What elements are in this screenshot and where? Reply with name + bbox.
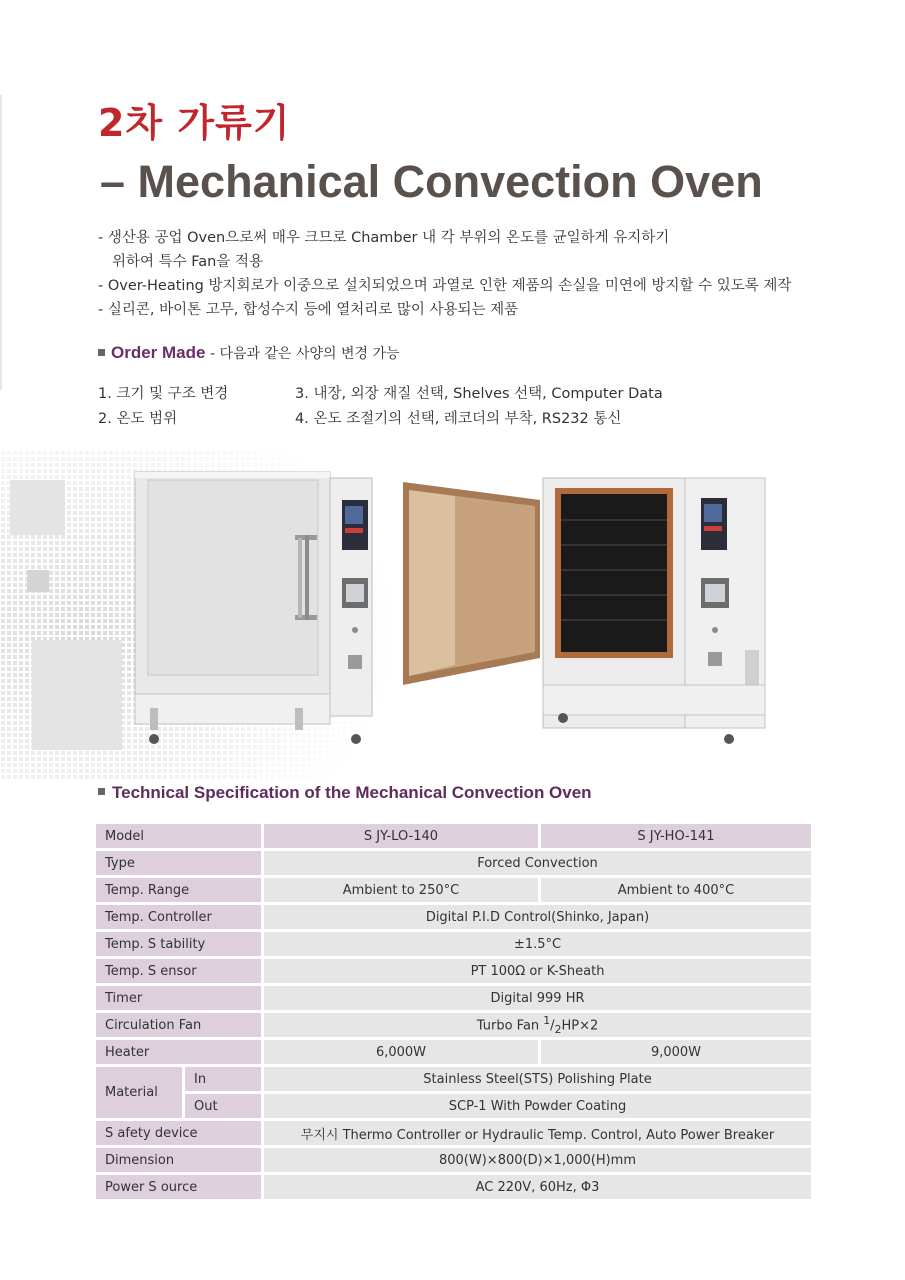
spec-table (96, 821, 811, 1202)
row-label: Temp. Range (96, 878, 264, 902)
order-made-title: Order Made (111, 343, 206, 362)
value-cell: Digital 999 HR (264, 986, 811, 1010)
value-cell: Forced Convection (264, 851, 811, 875)
description-line: - Over-Heating 방지회로가 이중으로 설치되었으며 과열로 인한 제품의 손실을 미연에 방지할 수 있도록 제작 (98, 278, 792, 294)
margin-rule (0, 95, 2, 390)
value-cell: 9,000W (541, 1040, 811, 1064)
order-made-subtitle: - 다음과 같은 사양의 변경 가능 (209, 346, 400, 362)
spec-heading (98, 783, 592, 803)
row-label: Dimension (96, 1148, 264, 1172)
model-cell: S JY-HO-141 (541, 824, 811, 848)
oven-closed-photo (130, 460, 380, 760)
description-line: - 생산용 공업 Oven으로써 매우 크므로 Chamber 내 각 부위의 온도를 균일하게 유지하기 (98, 230, 670, 246)
row-label: Temp. Controller (96, 905, 264, 929)
value-cell: SCP-1 With Powder Coating (264, 1094, 811, 1118)
table-row (96, 1175, 811, 1199)
model-cell: S JY-LO-140 (264, 824, 541, 848)
description-block (98, 226, 878, 322)
row-sublabel: Out (185, 1094, 264, 1118)
value-cell: 무지시 Thermo Controller or Hydraulic Temp. Control, Auto Power Breaker (264, 1121, 811, 1145)
row-label: Heater (96, 1040, 264, 1064)
value-cell: Stainless Steel(STS) Polishing Plate (264, 1067, 811, 1091)
table-row (96, 878, 811, 902)
value-cell: Turbo Fan $^1/_2HP\times 2$ (264, 1013, 811, 1037)
description-line: - 실리콘, 바이톤 고무, 합성수지 등에 열처리로 많이 사용되는 제품 (98, 302, 519, 318)
fan-fraction-numerator: 1 (543, 1014, 551, 1028)
value-cell: AC 220V, 60Hz, Φ3 (264, 1175, 811, 1199)
row-label: Circulation Fan (96, 1013, 264, 1037)
fan-fraction-denominator: 2 (554, 1022, 562, 1036)
table-row (96, 1094, 811, 1118)
page-title-korean: 2차 가류기 (98, 101, 291, 145)
row-label: Timer (96, 986, 264, 1010)
table-row (96, 986, 811, 1010)
table-row (96, 1067, 811, 1091)
table-row (96, 824, 811, 848)
fan-suffix: HP×2 (561, 1018, 599, 1034)
value-cell: ±1.5°C (264, 932, 811, 956)
row-sublabel: In (185, 1067, 264, 1091)
value-cell: 6,000W (264, 1040, 541, 1064)
page-title-english: – Mechanical Convection Oven (100, 156, 763, 207)
row-label: Model (96, 824, 264, 848)
value-cell: 800(W)×800(D)×1,000(H)mm (264, 1148, 811, 1172)
oven-open-photo (395, 460, 775, 760)
spec-title: Technical Specification of the Mechanical Convection Oven (112, 783, 592, 802)
order-made-heading (98, 343, 400, 363)
option-item: 2. 온도 범위 (98, 411, 178, 427)
option-item: 3. 내장, 외장 재질 선택, Shelves 선택, Computer Data (295, 386, 663, 402)
table-row (96, 1013, 811, 1037)
row-label: Type (96, 851, 264, 875)
table-row (96, 1148, 811, 1172)
value-cell: Digital P.I.D Control(Shinko, Japan) (264, 905, 811, 929)
option-item: 1. 크기 및 구조 변경 (98, 386, 229, 402)
table-row (96, 851, 811, 875)
table-row (96, 905, 811, 929)
order-options (98, 382, 818, 432)
option-item: 4. 온도 조절기의 선택, 레코더의 부착, RS232 통신 (295, 411, 622, 427)
value-cell: Ambient to 250°C (264, 878, 541, 902)
description-line: 위하여 특수 Fan을 적용 (112, 254, 263, 270)
bullet-square-icon (98, 349, 105, 356)
table-row (96, 1121, 811, 1145)
row-label: Power S ource (96, 1175, 264, 1199)
fan-prefix: Turbo Fan (476, 1018, 544, 1034)
row-label: S afety device (96, 1121, 264, 1145)
row-label: Temp. S tability (96, 932, 264, 956)
bullet-square-icon (98, 788, 105, 795)
table-row (96, 932, 811, 956)
row-label: Material (96, 1067, 185, 1118)
table-row (96, 1040, 811, 1064)
value-cell: PT 100Ω or K-Sheath (264, 959, 811, 983)
row-label: Temp. S ensor (96, 959, 264, 983)
table-row (96, 959, 811, 983)
value-cell: Ambient to 400°C (541, 878, 811, 902)
